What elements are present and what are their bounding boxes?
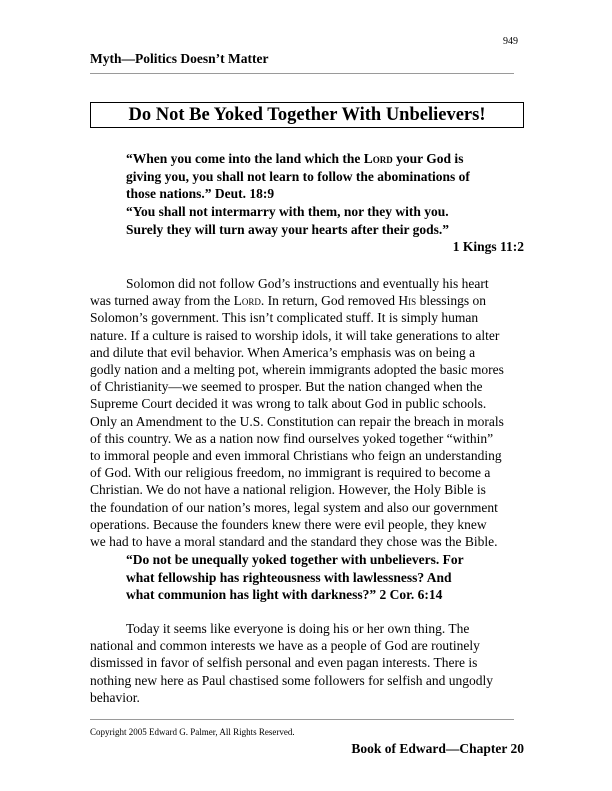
quote-line: those nations.” Deut. 18:9 [126, 186, 275, 201]
paragraph-line: of Christianity—we seemed to prosper. But the nation changed when the [90, 379, 483, 395]
paragraph-line: we had to have a moral standard and the standard they chose was the Bible. [90, 534, 498, 550]
body-paragraph-1 [90, 275, 524, 550]
paragraph-line: dismissed in favor of selfish personal and even pagan interests. There is [90, 655, 478, 671]
quote-line: “You shall not intermarry with them, nor they with you. [126, 204, 449, 219]
paragraph-line: nothing new here as Paul chastised some followers for selfish and ungodly [90, 672, 494, 688]
paragraph-line: and dilute that evil behavior. When America’s emphasis was on being a [90, 344, 476, 360]
scripture-quote-1 [126, 150, 524, 203]
paragraph-line: to immoral people and even immoral Christians who feign an understanding [90, 448, 502, 464]
quote-line: giving you, you shall not learn to follow the abominations of [126, 168, 470, 184]
section-title: Do Not Be Yoked Together With Unbelievers! [128, 104, 486, 125]
paragraph-line: Today it seems like everyone is doing his or her own thing. The [126, 621, 470, 636]
paragraph-line: Only an Amendment to the U.S. Constitution can repair the breach in morals [90, 413, 504, 429]
section-title-box [90, 102, 524, 128]
paragraph-line: behavior. [90, 689, 140, 705]
quote-line: “Do not be unequally yoked together with unbelievers. For [126, 552, 464, 567]
paragraph-line: of this country. We as a nation now find ourselves yoked together “within” [90, 430, 494, 446]
footer-rule [90, 719, 514, 720]
quote-line: what fellowship has righteousness with lawlessness? And [126, 569, 452, 585]
footer-book-chapter: Book of Edward—Chapter 20 [351, 741, 524, 756]
paragraph-line: godly nation and a melting pot, wherein immigrants adopted the basic mores [90, 362, 504, 378]
paragraph-line: national and common interests we have as a people of God are routinely [90, 638, 480, 654]
scripture-quote-2 [126, 203, 524, 256]
quote-line: what communion has light with darkness?” 2 Cor. 6:14 [126, 587, 443, 602]
running-header: Myth—Politics Doesn’t Matter [90, 51, 269, 66]
paragraph-line: was turned away from the Lord. In return, God removed His blessings on [90, 293, 486, 309]
paragraph-line: Supreme Court decided it was wrong to talk about God in public schools. [90, 396, 487, 412]
paragraph-line: operations. Because the founders knew there were evil people, they knew [90, 516, 487, 532]
paragraph-line: the foundation of our nation’s mores, legal system and also our government [90, 499, 498, 515]
page-number: 949 [503, 36, 518, 47]
paragraph-line: Solomon’s government. This isn’t complicated stuff. It is simply human [90, 310, 479, 326]
paragraph-line: of God. With our religious freedom, no immigrant is required to become a [90, 465, 491, 481]
body-paragraph-2 [90, 620, 524, 706]
paragraph-line: Christian. We do not have a national religion. However, the Holy Bible is [90, 482, 486, 498]
quote-line: “When you come into the land which the Lord your God is [126, 151, 464, 166]
paragraph-line: nature. If a culture is raised to worship idols, it will take generations to alter [90, 327, 500, 343]
paragraph-line: Solomon did not follow God’s instructions and eventually his heart [126, 276, 489, 291]
quote-line: Surely they will turn away your hearts after their gods.” [126, 221, 449, 237]
copyright-notice: Copyright 2005 Edward G. Palmer, All Rights Reserved. [90, 727, 295, 737]
scripture-quote-3 [126, 551, 524, 604]
quote-reference: 1 Kings 11:2 [452, 239, 524, 254]
header-rule [90, 73, 514, 74]
